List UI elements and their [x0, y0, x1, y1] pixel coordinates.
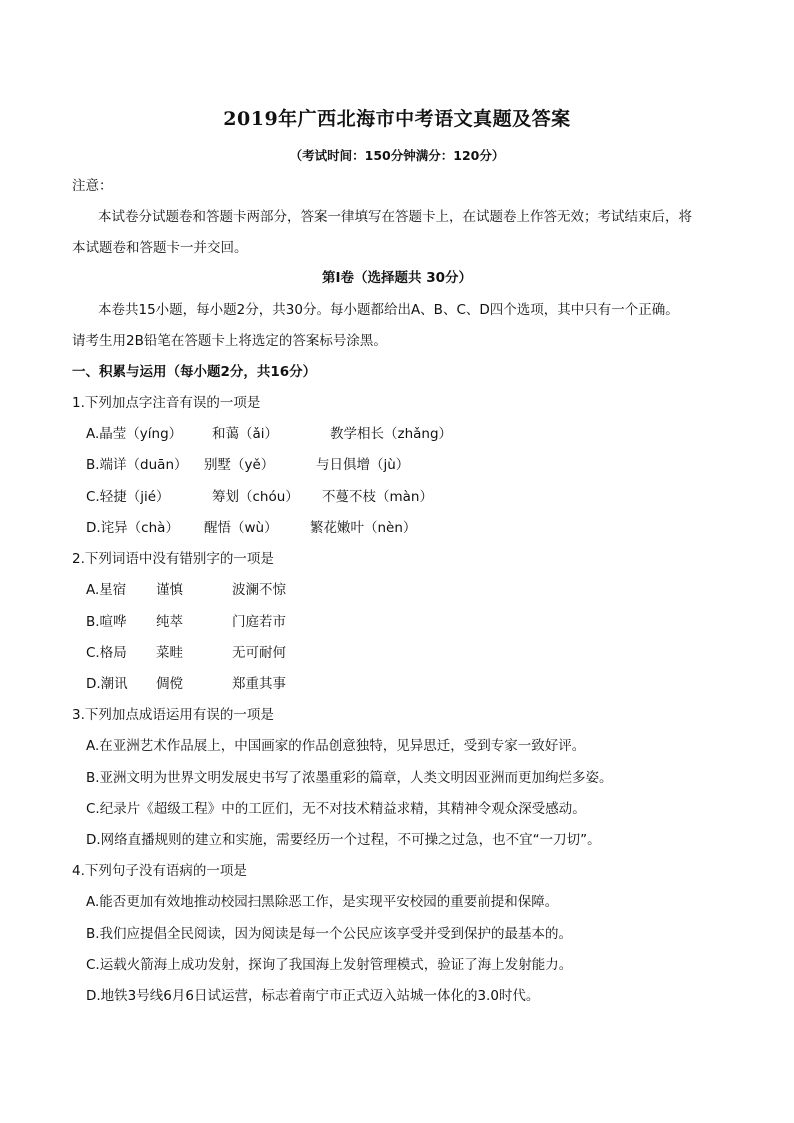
question-4-stem: 4.下列句子没有语病的一项是: [72, 863, 247, 879]
notice-text-1: 本试卷分试题卷和答题卡两部分，答案一律填写在答题卡上，在试题卷上作答无效；考试结束后，将: [98, 209, 692, 225]
option-cell: 教学相长（zhǎng）: [330, 426, 453, 442]
notice-text-2: 本试题卷和答题卡一并交回。: [72, 240, 248, 256]
question-3-option-d: D.网络直播规则的建立和实施，需要经历一个过程，不可操之过急，也不宜“一刀切”。: [86, 832, 601, 848]
question-4-option-b: B.我们应提倡全民阅读，因为阅读是每一个公民应该享受并受到保护的最基本的。: [86, 926, 573, 942]
option-cell: 不蔓不枝（màn）: [322, 489, 433, 505]
option-cell: D.潮讯: [86, 676, 128, 692]
option-cell: C.轻捷（jié）: [86, 489, 170, 505]
question-3-option-c: C.纪录片《超级工程》中的工匠们，无不对技术精益求精，其精神令观众深受感动。: [86, 801, 586, 817]
option-cell: 醒悟（wù）: [204, 520, 278, 536]
section-desc-1: 本卷共15小题，每小题2分，共30分。每小题都给出A、B、C、D四个选项，其中只有一个正确。: [98, 302, 679, 318]
option-cell: 菜畦: [156, 645, 183, 661]
notice-label: 注意：: [72, 178, 113, 194]
option-cell: 无可耐何: [232, 645, 286, 661]
option-cell: B.端详（duān）: [86, 457, 188, 473]
option-cell: 郑重其事: [232, 676, 286, 692]
question-4-option-a: A.能否更加有效地推动校园扫黑除恶工作，是实现平安校园的重要前提和保障。: [86, 894, 559, 910]
part-title: 一、积累与运用（每小题2分，共16分）: [72, 364, 317, 380]
question-4-option-c: C.运载火箭海上成功发射，探询了我国海上发射管理模式，验证了海上发射能力。: [86, 957, 573, 973]
option-cell: 纯萃: [156, 614, 183, 630]
section-desc-2: 请考生用2B铅笔在答题卡上将选定的答案标号涂黑。: [72, 333, 387, 349]
option-cell: A.星宿: [86, 582, 127, 598]
section-title: 第Ⅰ卷（选择题共 30分）: [321, 270, 472, 286]
option-cell: A.晶莹（yíng）: [86, 426, 183, 442]
option-cell: C.格局: [86, 645, 127, 661]
option-cell: 与日俱增（jù）: [316, 457, 410, 473]
option-cell: 繁花嫩叶（nèn）: [310, 520, 417, 536]
question-3-option-b: B.亚洲文明为世界文明发展史书写了浓墨重彩的篇章，人类文明因亚洲而更加绚烂多姿。: [86, 770, 613, 786]
question-1-stem: 1.下列加点字注音有误的一项是: [72, 395, 261, 411]
question-3-stem: 3.下列加点成语运用有误的一项是: [72, 707, 274, 723]
option-cell: 倜傥: [156, 676, 183, 692]
option-cell: 别墅（yě）: [204, 457, 275, 473]
option-cell: B.喧哗: [86, 614, 127, 630]
option-cell: 门庭若市: [232, 614, 286, 630]
option-cell: 筹划（chóu）: [212, 489, 299, 505]
page-title: 2019年广西北海市中考语文真题及答案: [223, 108, 571, 130]
question-3-option-a: A.在亚洲艺术作品展上，中国画家的作品创意独特，见异思迁，受到专家一致好评。: [86, 738, 586, 754]
exam-info: （考试时间：150分钟满分：120分）: [289, 148, 505, 163]
question-4-option-d: D.地铁3号线6月6日试运营，标志着南宁市正式迈入站城一体化的3.0时代。: [86, 988, 540, 1004]
option-cell: 谨慎: [156, 582, 183, 598]
question-2-stem: 2.下列词语中没有错别字的一项是: [72, 551, 274, 567]
option-cell: 和蔼（ǎi）: [212, 426, 279, 442]
option-cell: D.诧异（chà）: [86, 520, 179, 536]
option-cell: 波澜不惊: [232, 582, 286, 598]
